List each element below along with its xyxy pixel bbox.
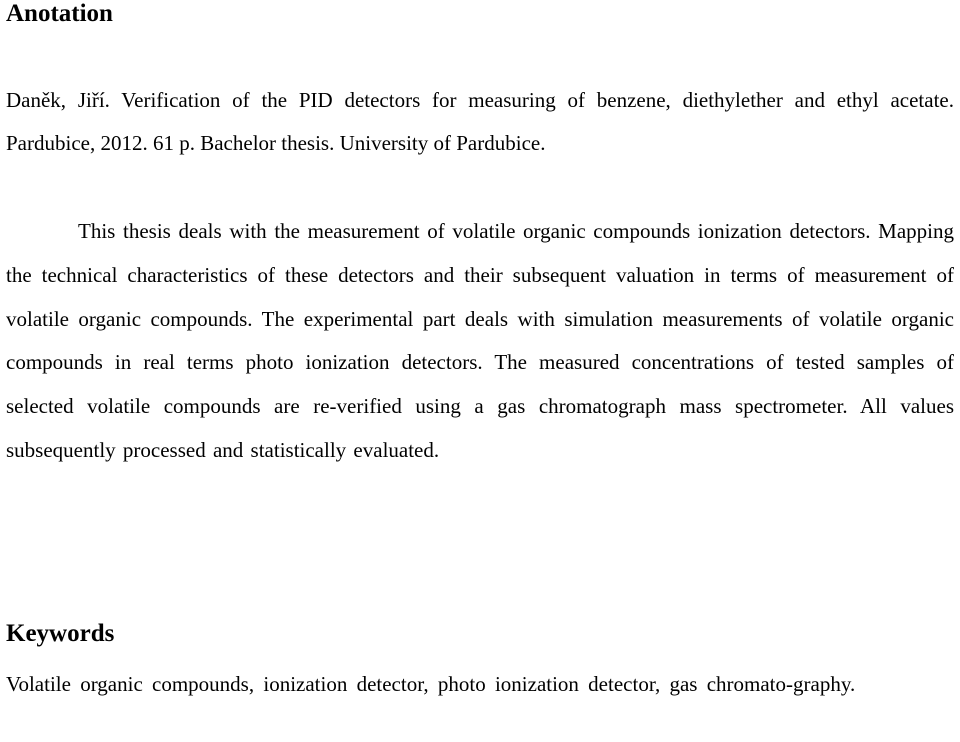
abstract-paragraph: This thesis deals with the measurement of volatile organic compounds ionization detectors. Mapping the technical characteristics of these detectors and their subsequent valuation in terms of measurement of volatile organic compounds. The experimental part deals with simulation measurements of volatile organic compounds in real terms photo ionization detectors. The measured concentrations of tested samples of selected volatile compounds are re-verified using a gas chromatograph mass spectrometer. All values subsequently processed and statistically evaluated.: [6, 219, 954, 462]
anotation-heading: Anotation: [6, 0, 113, 27]
keywords-list: Volatile organic compounds, ionization detector, photo ionization detector, gas chromato-graphy.: [6, 672, 856, 696]
thesis-citation: Daněk, Jiří. Verification of the PID detectors for measuring of benzene, diethylether and ethyl acetate. Pardubice, 2012. 61 p. Bachelor thesis. University of Pardubice.: [6, 88, 954, 155]
keywords-heading: Keywords: [6, 620, 115, 647]
